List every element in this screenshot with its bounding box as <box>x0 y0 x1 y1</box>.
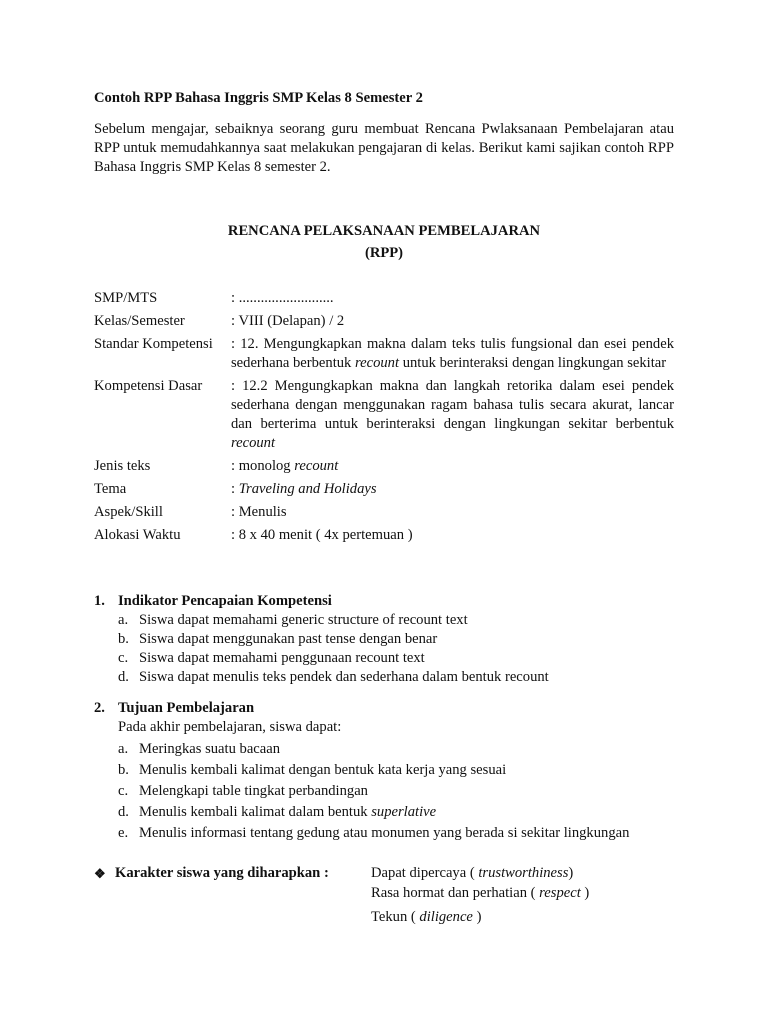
info-label: Standar Kompetensi <box>94 336 213 352</box>
info-label: Jenis teks <box>94 458 151 474</box>
karakter-section <box>94 864 674 928</box>
list-letter: a. <box>118 612 129 628</box>
list-text: Melengkapi table tingkat perbandingan <box>139 783 368 799</box>
list-text: Siswa dapat menulis teks pendek dan sederhana dalam bentuk recount <box>139 669 549 685</box>
info-row-kompetensi-dasar <box>94 377 674 453</box>
info-value <box>231 377 674 453</box>
info-value-text: untuk berinteraksi dengan lingkungan sekitar <box>399 355 667 371</box>
info-row-kelas <box>94 312 674 331</box>
info-value <box>231 335 674 373</box>
tujuan-list <box>118 740 674 842</box>
list-letter: c. <box>118 783 129 799</box>
info-row-standar-kompetensi <box>94 335 674 373</box>
info-value: : Menulis <box>231 504 287 520</box>
info-value: : VIII (Delapan) / 2 <box>231 313 345 329</box>
indikator-list <box>118 611 674 687</box>
rpp-heading-line2: (RPP) <box>364 245 404 261</box>
list-text: Meringkas suatu bacaan <box>139 741 281 757</box>
info-row-aspek <box>94 503 674 522</box>
list-item <box>118 803 674 821</box>
list-text: Siswa dapat memahami penggunaan recount text <box>139 650 425 666</box>
info-value: : 8 x 40 menit ( 4x pertemuan ) <box>231 527 413 543</box>
karakter-value <box>371 908 589 927</box>
list-text: Siswa dapat menggunakan past tense dengan benar <box>139 631 438 647</box>
list-item <box>118 649 674 668</box>
section-number: 2. <box>94 700 105 716</box>
section-lead: Pada akhir pembelajaran, siswa dapat: <box>118 719 342 735</box>
info-label: SMP/MTS <box>94 290 158 306</box>
info-row-alokasi <box>94 526 674 545</box>
karakter-text: ) <box>472 909 482 925</box>
info-row-jenis-teks <box>94 457 674 476</box>
section-tujuan <box>94 699 674 845</box>
karakter-values <box>371 864 589 928</box>
list-letter: d. <box>118 804 129 820</box>
list-item <box>118 761 674 779</box>
list-item <box>118 824 674 842</box>
list-item <box>118 740 674 758</box>
info-row-smp <box>94 289 674 308</box>
list-text-plain: Menulis kembali kalimat dalam bentuk <box>139 804 372 820</box>
list-letter: b. <box>118 631 129 647</box>
info-value-emphasis: recount <box>231 435 276 451</box>
rpp-heading-line1: RENCANA PELAKSANAAN PEMBELAJARAN <box>227 223 541 239</box>
info-row-tema <box>94 480 674 499</box>
list-text <box>139 803 436 821</box>
info-value-emphasis: Traveling and Holidays <box>238 481 377 497</box>
info-value-text: : <box>231 481 239 497</box>
karakter-emphasis: trustworthiness <box>478 865 569 881</box>
karakter-label: Karakter siswa yang diharapkan : <box>115 865 329 881</box>
list-item <box>118 611 674 630</box>
info-label: Kelas/Semester <box>94 313 185 329</box>
list-text: Menulis kembali kalimat dengan bentuk kata kerja yang sesuai <box>139 762 507 778</box>
info-value-text: : 12.2 Mengungkapkan makna dan langkah retorika dalam esei pendek sederhana dengan menggunakan ragam bahasa tulis secara akurat, lancar dan berterima untuk berinteraksi dengan lingkungan sekitar berbentuk <box>231 378 674 432</box>
info-label: Aspek/Skill <box>94 504 163 520</box>
karakter-value <box>371 864 589 883</box>
info-label: Alokasi Waktu <box>94 527 181 543</box>
section-heading <box>94 699 674 718</box>
list-text-emphasis: superlative <box>371 804 437 820</box>
list-letter: a. <box>118 741 129 757</box>
karakter-text: Rasa hormat dan perhatian ( <box>371 885 540 901</box>
list-item <box>118 668 674 687</box>
list-text: Menulis informasi tentang gedung atau monumen yang berada si sekitar lingkungan <box>139 825 630 841</box>
karakter-value <box>371 884 589 903</box>
karakter-text: ) <box>580 885 590 901</box>
info-label: Kompetensi Dasar <box>94 378 203 394</box>
info-value-text: : monolog <box>231 458 295 474</box>
info-value-text: : 12. Mengungkapkan makna dalam teks tulis fungsional dan esei pendek sederhana berbentuk <box>231 336 674 371</box>
karakter-emphasis: respect <box>539 885 581 901</box>
identity-table <box>94 289 674 549</box>
info-label: Tema <box>94 481 127 497</box>
document-title: Contoh RPP Bahasa Inggris SMP Kelas 8 Semester 2 <box>94 90 423 106</box>
list-text: Siswa dapat memahami generic structure of recount text <box>139 612 468 628</box>
list-letter: b. <box>118 762 129 778</box>
info-value <box>231 480 674 499</box>
info-value-emphasis: recount <box>294 458 339 474</box>
section-indikator <box>94 592 674 687</box>
info-value-emphasis: recount <box>355 355 400 371</box>
list-item <box>118 630 674 649</box>
karakter-text: ) <box>568 865 574 881</box>
list-letter: c. <box>118 650 129 666</box>
rpp-heading <box>94 220 674 264</box>
list-letter: e. <box>118 825 129 841</box>
section-title: Tujuan Pembelajaran <box>118 700 255 716</box>
diamond-bullet-icon: ❖ <box>94 866 106 881</box>
info-value: : .......................... <box>231 290 334 306</box>
list-letter: d. <box>118 669 129 685</box>
info-value <box>231 457 674 476</box>
section-number: 1. <box>94 593 105 609</box>
karakter-emphasis: diligence <box>419 909 473 925</box>
list-item <box>118 782 674 800</box>
section-heading <box>94 592 674 611</box>
section-title: Indikator Pencapaian Kompetensi <box>118 593 332 609</box>
karakter-text: Dapat dipercaya ( <box>371 865 479 881</box>
intro-paragraph: Sebelum mengajar, sebaiknya seorang guru membuat Rencana Pwlaksanaan Pembelajaran atau RPP untuk memudahkannya saat melakukan pengajaran di kelas. Berikut kami sajikan contoh RPP Bahasa Inggris SMP Kelas 8 semester 2. <box>94 121 674 175</box>
karakter-text: Tekun ( <box>371 909 420 925</box>
